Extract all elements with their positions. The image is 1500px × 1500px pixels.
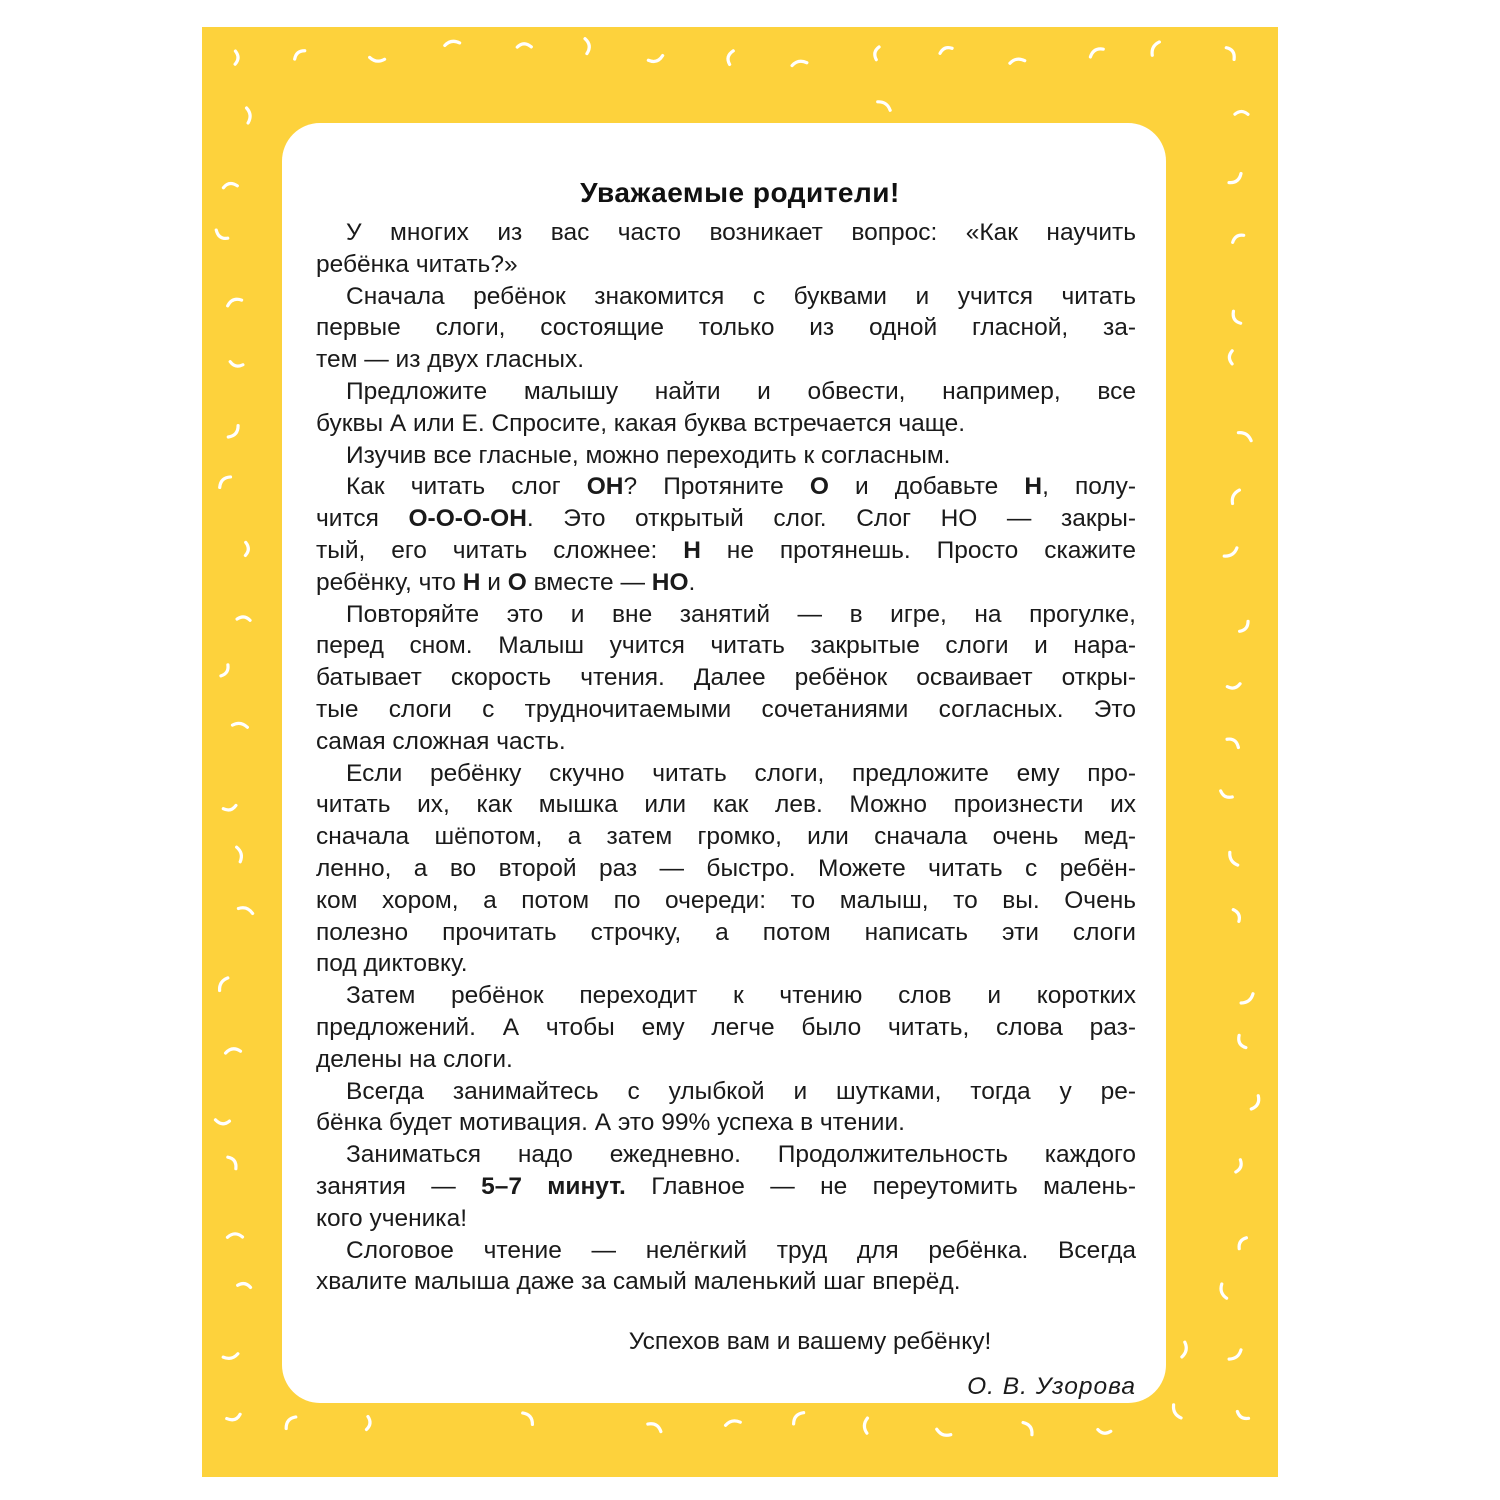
text-line [316, 1139, 1136, 1171]
bold-text: 5–7 минут. [481, 1172, 626, 1200]
text-run: под диктовку. [316, 950, 468, 978]
text-run: перед сном. Малыш учится читать закрытые слоги и нара- [316, 632, 1136, 660]
bold-text: Н [462, 568, 481, 596]
text-line [316, 1203, 1136, 1235]
text-run: . [688, 568, 696, 596]
text-line [316, 344, 1136, 376]
bold-text: О-О-О-ОН [408, 505, 527, 533]
squiggle-mark [232, 722, 247, 728]
text-line [316, 853, 1136, 885]
squiggle-mark [237, 847, 243, 862]
text-line [316, 376, 1136, 408]
text-line [316, 694, 1136, 726]
text-run: У многих из вас часто возникает вопрос: «Как научить [346, 219, 1136, 246]
squiggle-mark [1230, 311, 1241, 325]
text-run: . Это открытый слог. Слог НО — закры- [526, 505, 1136, 533]
paragraph [316, 1076, 1136, 1140]
text-run: и добавьте [828, 473, 1025, 501]
squiggle-mark [727, 50, 733, 64]
text-run: и [480, 568, 508, 596]
text-line [316, 789, 1136, 821]
text-line [316, 599, 1136, 631]
squiggle-mark [864, 1418, 869, 1433]
text-run: не протянешь. Просто скажите [700, 536, 1136, 564]
text-run: бёнка будет мотивация. А это 99% успеха в чтении. [316, 1109, 905, 1137]
text-run: делены на слоги. [316, 1045, 513, 1073]
paragraph [316, 980, 1136, 1075]
text-line [316, 948, 1136, 980]
text-run: тые слоги с трудночитаемыми сочетаниями согласных. Это [316, 695, 1136, 723]
text-line [316, 1076, 1136, 1108]
squiggle-mark [792, 60, 807, 65]
squiggle-mark [1220, 1284, 1227, 1299]
text-run: Изучив все гласные, можно переходить к согласным. [346, 441, 951, 469]
squiggle-mark [522, 1411, 535, 1424]
text-line [316, 662, 1136, 694]
text-line [316, 917, 1136, 949]
text-run: ? Протяните [623, 473, 810, 501]
squiggle-mark [230, 362, 243, 367]
text-line [316, 281, 1136, 313]
text-line [316, 1235, 1136, 1267]
text-run: Сначала ребёнок знакомится с буквами и учится читать [346, 282, 1136, 310]
text-run: хвалите малыша даже за самый маленький шаг вперёд. [316, 1268, 961, 1296]
squiggle-mark [245, 542, 249, 555]
text-run: ком хором, а потом по очереди: то малыш, то вы. Очень [316, 886, 1136, 914]
squiggle-mark [221, 664, 230, 677]
squiggle-mark [1229, 351, 1233, 364]
squiggle-mark [878, 99, 892, 111]
text-run: Повторяйте это и вне занятий — в игре, на прогулке, [346, 600, 1136, 628]
bold-text: Н [683, 536, 701, 564]
squiggle-mark [238, 1283, 251, 1287]
squiggle-mark [227, 1233, 242, 1238]
author-signature: О. В. Узорова [967, 1373, 1136, 1400]
squiggle-mark [517, 43, 531, 48]
text-line [316, 535, 1136, 567]
squiggle-mark [444, 41, 459, 46]
squiggle-mark [247, 108, 251, 123]
text-run: Как читать слог [346, 473, 587, 501]
paragraph [316, 281, 1136, 376]
squiggle-mark [214, 230, 228, 240]
text-run: тый, его читать сложнее: [316, 536, 684, 564]
text-line [316, 567, 1136, 599]
text-run: Если ребёнку скучно читать слоги, предложите ему про- [346, 759, 1136, 787]
text-run: читать их, как мышка или как лев. Можно произнести их [316, 791, 1136, 819]
squiggle-mark [1219, 791, 1232, 799]
squiggle-mark [1251, 1095, 1261, 1110]
text-line [316, 885, 1136, 917]
squiggle-mark [1231, 233, 1243, 243]
squiggle-mark [218, 474, 231, 488]
squiggle-mark [647, 1422, 662, 1432]
squiggle-mark [228, 425, 240, 439]
text-line [316, 440, 1136, 472]
text-line [316, 980, 1136, 1012]
text-line [316, 1107, 1136, 1139]
text-line [316, 1266, 1136, 1298]
text-run: занятия — [316, 1172, 482, 1200]
squiggle-mark [293, 48, 305, 59]
bold-text: О [809, 473, 829, 501]
squiggle-mark [1227, 683, 1240, 690]
squiggle-mark [369, 56, 384, 62]
text-run: сначала шёпотом, а затем громко, или сначала очень мед- [316, 823, 1136, 851]
text-run: предложений. А чтобы ему легче было читать, слова раз- [316, 1013, 1136, 1041]
squiggle-mark [1237, 1236, 1246, 1249]
squiggle-mark [1098, 1430, 1111, 1434]
text-run: ребёнка читать?» [316, 250, 518, 278]
text-run: вместе — [526, 568, 652, 596]
squiggle-mark [217, 977, 229, 991]
text-line [316, 726, 1136, 758]
squiggle-mark [1172, 1404, 1182, 1419]
squiggle-mark [1236, 1035, 1247, 1049]
text-run: самая сложная часть. [316, 727, 566, 755]
squiggle-mark [366, 1417, 370, 1430]
squiggle-mark [226, 297, 241, 307]
squiggle-mark [939, 45, 952, 54]
body-text [316, 217, 1136, 1298]
squiggle-mark [1236, 1412, 1249, 1421]
text-line [316, 1012, 1136, 1044]
paragraph [316, 758, 1136, 981]
squiggle-mark [1149, 41, 1160, 55]
squiggle-mark [237, 617, 250, 620]
text-run: чится [316, 505, 409, 533]
text-run: ребёнку, что [316, 568, 463, 596]
paragraph [316, 471, 1136, 598]
squiggle-mark [1224, 548, 1239, 558]
page-heading: Уважаемые родители! [580, 177, 900, 208]
text-line [316, 1171, 1136, 1203]
squiggle-mark [1225, 46, 1237, 59]
text-line [316, 471, 1136, 503]
text-line [316, 503, 1136, 535]
text-run: , полу- [1042, 473, 1137, 501]
text-line [316, 758, 1136, 790]
text-run: Заниматься надо ежедневно. Продолжительность каждого [346, 1141, 1136, 1169]
squiggle-mark [1235, 111, 1248, 115]
text-line [316, 408, 1136, 440]
text-run: Слоговое чтение — нелёгкий труд для ребёнка. Всегда [346, 1236, 1136, 1264]
text-run: Всегда занимайтесь с улыбкой и шутками, тогда у ре- [346, 1077, 1136, 1105]
bold-text: ОН [586, 473, 624, 501]
squiggle-mark [223, 804, 236, 811]
text-line [316, 1044, 1136, 1076]
squiggle-mark [936, 1428, 951, 1437]
paragraph [316, 599, 1136, 758]
squiggle-mark [1010, 58, 1025, 63]
bold-text: НО [651, 568, 689, 596]
text-line [316, 312, 1136, 344]
book-page [202, 27, 1278, 1477]
paragraph [316, 1235, 1136, 1299]
squiggle-mark [1228, 852, 1238, 867]
squiggle-mark [1241, 994, 1255, 1005]
text-run: батывает скорость чтения. Далее ребёнок осваивает откры- [316, 664, 1136, 692]
text-run: Главное — не переутомить малень- [625, 1172, 1136, 1200]
text-run: тем — из двух гласных. [316, 346, 585, 374]
squiggle-mark [284, 1415, 296, 1429]
farewell-line: Успехов вам и вашему ребёнку! [628, 1328, 992, 1355]
text-line [316, 249, 1136, 281]
squiggle-mark [1022, 1421, 1035, 1435]
squiggle-mark [1240, 621, 1250, 633]
bold-text: О [507, 568, 527, 596]
paragraph [316, 217, 1136, 281]
text-line [316, 630, 1136, 662]
squiggle-mark [1089, 46, 1103, 58]
squiggle-mark [227, 1155, 239, 1168]
squiggle-mark [584, 38, 591, 53]
squiggle-mark [648, 55, 663, 64]
squiggle-mark [791, 1410, 803, 1424]
text-run: ленно, а во второй раз — быстро. Можете читать с ребён- [316, 854, 1136, 882]
squiggle-mark [1227, 737, 1241, 748]
text-run: первые слоги, состоящие только из одной гласной, за- [316, 314, 1136, 342]
text-run: Затем ребёнок переходит к чтению слов и коротких [346, 982, 1136, 1010]
squiggle-mark [238, 905, 253, 914]
squiggle-mark [1230, 489, 1241, 504]
squiggle-mark [1238, 430, 1252, 441]
text-line [316, 217, 1136, 249]
squiggle-mark [227, 1413, 241, 1422]
squiggle-mark [225, 1048, 240, 1055]
text-run: Предложите малышу найти и обвести, например, все [346, 377, 1136, 405]
squiggle-mark [234, 51, 238, 64]
paragraph [316, 440, 1136, 472]
text-line [316, 821, 1136, 853]
text-run: кого ученика! [316, 1204, 467, 1232]
squiggle-mark [874, 46, 879, 59]
squiggle-mark [1236, 1159, 1243, 1172]
paragraph [316, 1139, 1136, 1234]
text-run: полезно прочитать строчку, а потом написать эти слоги [316, 918, 1136, 946]
paragraph [316, 376, 1136, 440]
bold-text: Н [1024, 473, 1043, 501]
squiggle-mark [1232, 909, 1241, 922]
squiggle-mark [725, 1420, 740, 1425]
text-run: буквы А или Е. Спросите, какая буква встречается чаще. [316, 409, 966, 437]
squiggle-mark [215, 1120, 229, 1124]
